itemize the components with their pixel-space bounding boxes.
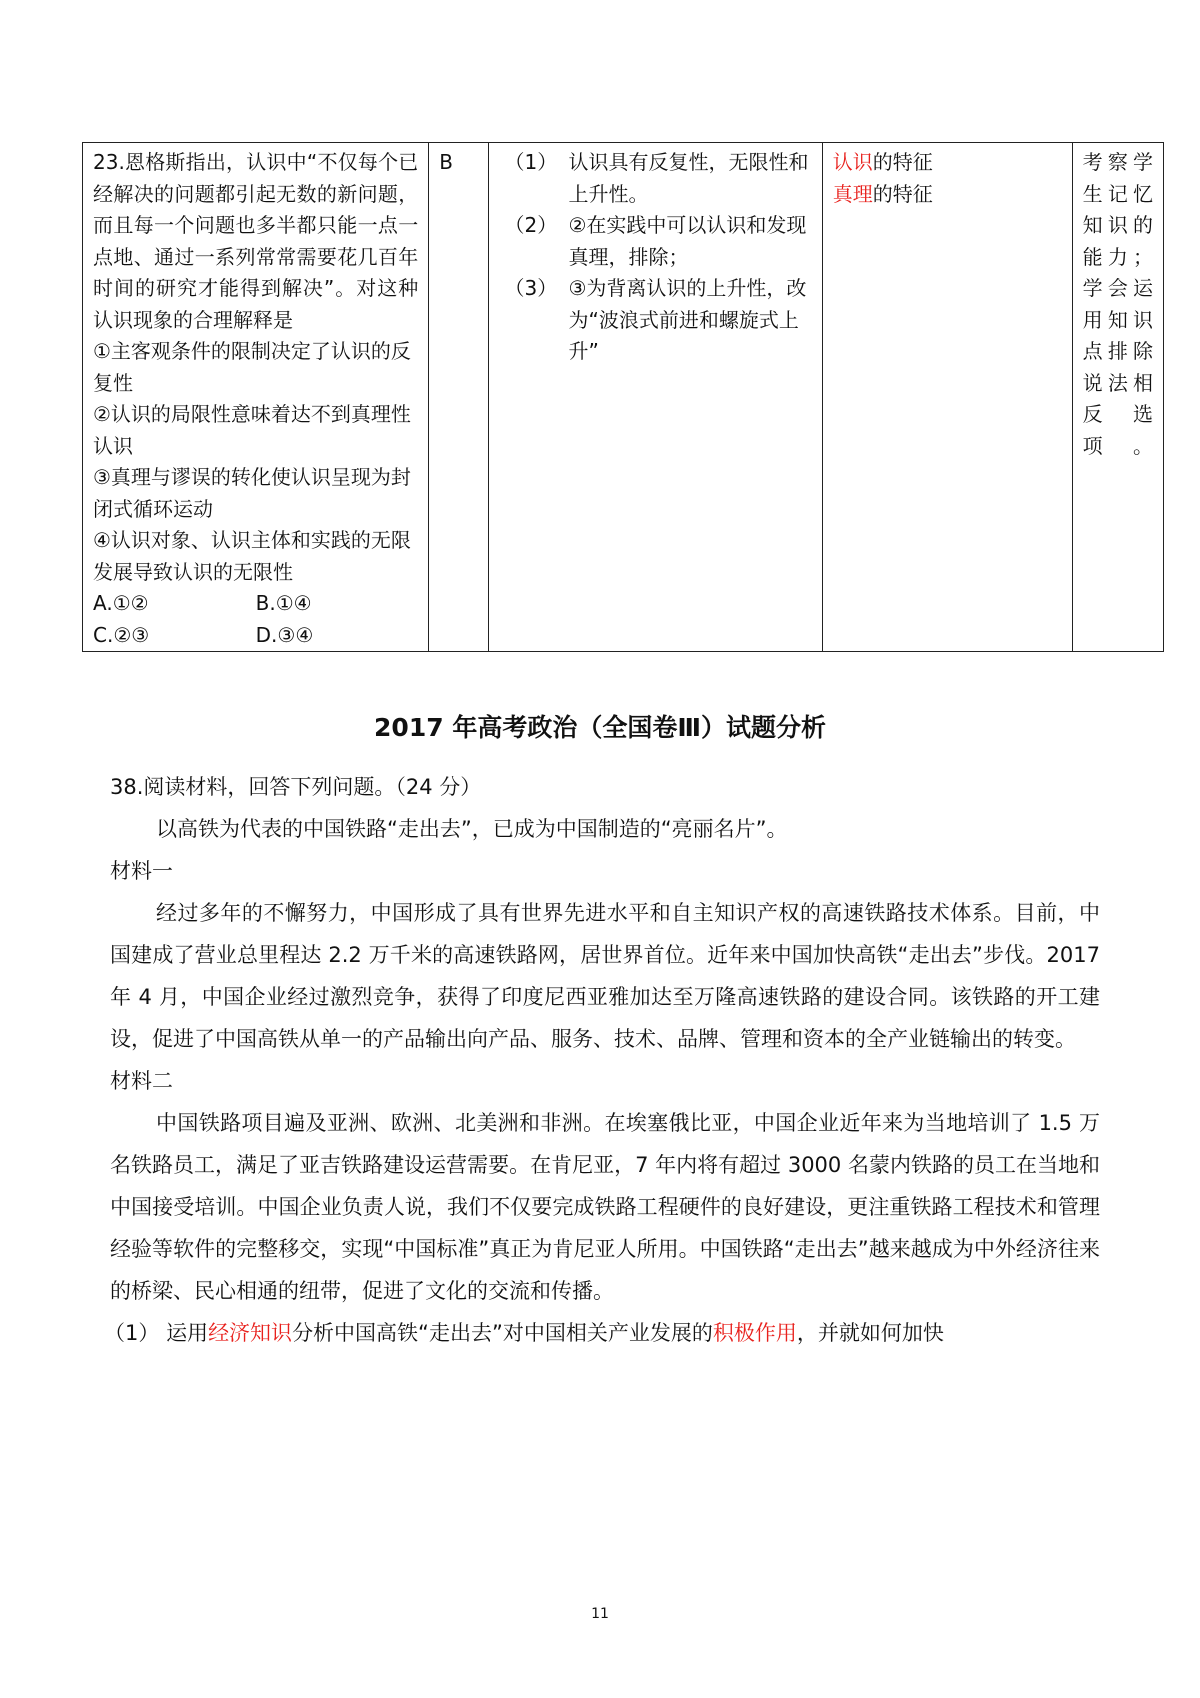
explanation-item-3 <box>499 273 812 368</box>
knowledge-suffix: 的特征 <box>872 181 933 206</box>
option-a: A.①② <box>93 591 149 615</box>
statement-3: ③真理与谬误的转化使认识呈现为封闭式循环运动 <box>93 465 411 521</box>
statement-1: ①主客观条件的限制决定了认识的反复性 <box>93 339 411 395</box>
sub-question-text: 分析中国高铁“走出去”对中国相关产业发展的 <box>292 1321 713 1345</box>
highlight-term: 真理 <box>832 181 873 206</box>
explanation-text: 认识具有反复性，无限性和上升性。 <box>568 150 809 206</box>
material-1-text: 经过多年的不懈努力，中国形成了具有世界先进水平和自主知识产权的高速铁路技术体系。目前，中国建成了营业总里程达 2.2 万千米的高速铁路网，居世界首位。近年来中国加快高铁“走出去”步伐。2017 年 4 月，中国企业经过激烈竞争，获得了印度尼西亚雅加达至万隆高速铁路的建设合同。该铁路的开工建设，促进了中国高铁从单一的产品输出向产品、服务、技术、品牌、管理和资本的全产业链输出的转变。 <box>110 901 1100 1051</box>
explanation-num: （3） <box>504 276 558 300</box>
sub-question-text: 运用 <box>166 1321 209 1345</box>
highlight-term: 经济知识 <box>208 1321 293 1345</box>
q38-heading: 38.阅读材料，回答下列问题。（24 分） <box>110 775 482 799</box>
option-b: B.①④ <box>255 591 312 615</box>
question-stem: 23.恩格斯指出，认识中“不仅每个已经解决的问题都引起无数的新问题，而且每一个问题也多半都只能一点一点地、通过一系列常常需要花几百年时间的研究才能得到解决”。对这种认识现象的合理解释是 <box>93 150 419 332</box>
answer-cell: B <box>429 143 488 652</box>
highlight-term: 认识 <box>832 150 873 174</box>
knowledge-suffix: 的特征 <box>872 150 933 174</box>
material-2-label: 材料二 <box>110 1069 173 1093</box>
explanation-item-1 <box>499 147 812 210</box>
question-38 <box>104 766 1100 1354</box>
material-1-label: 材料一 <box>110 859 173 883</box>
explanation-cell <box>488 143 822 652</box>
sub-question-num: （1） <box>104 1321 160 1345</box>
page-number: 11 <box>591 1606 609 1622</box>
statement-2: ②认识的局限性意味着达不到真理性认识 <box>93 402 411 458</box>
option-d: D.③④ <box>255 622 314 647</box>
material-2-text: 中国铁路项目遍及亚洲、欧洲、北美洲和非洲。在埃塞俄比亚，中国企业近年来为当地培训了 1.5 万名铁路员工，满足了亚吉铁路建设运营需要。在肯尼亚，7 年内将有超过 3000 名蒙内铁路的员工在当地和中国接受培训。中国企业负责人说，我们不仅要完成铁路工程硬件的良好建设，更注重铁路工程技术和管理经验等软件的完整移交，实现“中国标准”真正为肯尼亚人所用。中国铁路“走出去”越来越成为中外经济往来的桥梁、民心相通的纽带，促进了文化的交流和传播。 <box>110 1111 1100 1303</box>
explanation-text: ②在实践中可以认识和发现真理，排除； <box>568 213 807 269</box>
q38-intro: 以高铁为代表的中国铁路“走出去”，已成为中国制造的“亮丽名片”。 <box>156 817 788 841</box>
table-row <box>83 143 1164 652</box>
explanation-text: ③为背离认识的上升性，改为“波浪式前进和螺旋式上升” <box>568 276 807 363</box>
answer-options <box>93 588 418 651</box>
sub-question-1 <box>104 1312 1100 1354</box>
section-title: 2017 年高考政治（全国卷Ⅲ）试题分析 <box>374 713 826 742</box>
sub-question-text: ，并就如何加快 <box>796 1321 944 1345</box>
highlight-term: 积极作用 <box>712 1321 797 1345</box>
explanation-num: （2） <box>504 213 558 237</box>
knowledge-cell <box>822 143 1072 652</box>
ability-text: 考察学生记忆知识的能力；学会运用知识点排除说法相反选项。 <box>1082 150 1153 458</box>
statement-4: ④认识对象、认识主体和实践的无限发展导致认识的无限性 <box>93 528 411 584</box>
explanation-item-2 <box>499 210 812 273</box>
option-c: C.②③ <box>93 622 150 647</box>
explanation-num: （1） <box>504 150 558 174</box>
analysis-table <box>82 142 1164 652</box>
question-cell <box>83 143 429 652</box>
ability-cell <box>1072 143 1163 652</box>
knowledge-point-2 <box>833 179 1062 211</box>
knowledge-point-1 <box>833 147 1062 179</box>
